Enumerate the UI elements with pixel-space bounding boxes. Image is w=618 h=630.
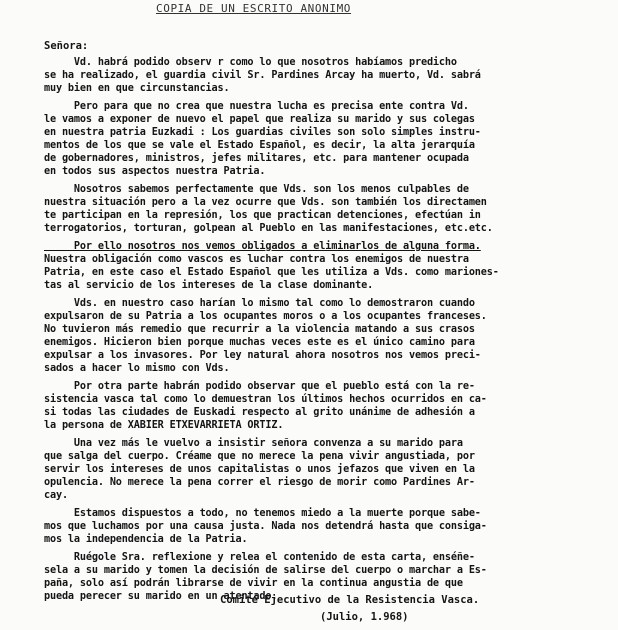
letter-line: cay. bbox=[44, 490, 68, 501]
letter-line: que salga del cuerpo. Créame que no merece la pena vivir angustiada, por bbox=[44, 451, 475, 462]
letter-line: la persona de XABIER ETXEVARRIETA ORTIZ. bbox=[44, 420, 284, 431]
letter-line: mentos de los que se vale el Estado Español, es decir, la alta jerarquía bbox=[44, 140, 475, 151]
letter-line: sistencia vasca tal como lo demuestran los últimos hechos ocurridos en ca- bbox=[44, 394, 487, 405]
letter-line: Por otra parte habrán podido observar que el pueblo está con la re- bbox=[44, 381, 475, 392]
letter-line: paña, solo así podrán librarse de vivir en la continua angustia de que bbox=[44, 578, 463, 589]
letter-line: terrogatorios, torturan, golpean al Pueblo en las manifestaciones, etc.etc. bbox=[44, 223, 493, 234]
letter-line: sela a su marido y tomen la decisión de salirse del cuerpo o marchar a Es- bbox=[44, 565, 487, 576]
letter-line: No tuvieron más remedio que recurrir a la violencia matando a sus crasos bbox=[44, 324, 475, 335]
letter-line: servir los intereses de unos capitalistas o unos jefazos que viven en la bbox=[44, 464, 475, 475]
letter-line: enemigos. Hicieron bien porque muchas veces este es el único camino para bbox=[44, 337, 475, 348]
signature: Comité Ejecutivo de la Resistencia Vasca. bbox=[220, 594, 480, 606]
letter-line: si todas las ciudades de Euskadi respecto al grito unánime de adhesión a bbox=[44, 407, 475, 418]
letter-line: opulencia. No merece la pena correr el riesgo de morir como Pardines Ar- bbox=[44, 477, 475, 488]
letter-line: Ruégole Sra. reflexione y relea el contenido de esta carta, enséñe- bbox=[44, 552, 475, 563]
letter-line: en nuestra patria Euzkadi : Los guardias civiles son solo simples instru- bbox=[44, 127, 481, 138]
letter-line: Vd. habrá podido observ r como lo que nosotros habíamos predicho bbox=[44, 57, 457, 68]
letter-line: Nuestra obligación como vascos es luchar contra los enemigos de nuestra bbox=[44, 254, 469, 265]
letter-line: Por ello nosotros nos vemos obligados a eliminarlos de alguna forma. bbox=[44, 241, 481, 252]
letter-line: sados a hacer lo mismo con Vds. bbox=[44, 363, 230, 374]
letter-line: expulsar a los invasores. Por ley natural ahora nosotros nos vemos preci- bbox=[44, 350, 481, 361]
letter-line: expulsaron de su Patria a los ocupantes moros o a los ocupantes franceses. bbox=[44, 311, 487, 322]
letter-line: Patria, en este caso el Estado Español que les utiliza a Vds. como mariones- bbox=[44, 267, 499, 278]
letter-line: nuestra situación pero a la vez ocurre que Vds. son también los directamen bbox=[44, 197, 487, 208]
letter-line: Estamos dispuestos a todo, no tenemos miedo a la muerte porque sabe- bbox=[44, 508, 481, 519]
letter-line: pueda perecer su marido en un atentado. bbox=[44, 591, 278, 602]
letter-date: (Julio, 1.968) bbox=[320, 611, 409, 623]
letter-line: Nosotros sabemos perfectamente que Vds. son los menos culpables de bbox=[44, 184, 469, 195]
document-title: COPIA DE UN ESCRITO ANONIMO bbox=[156, 2, 352, 15]
letter-line: tas al servicio de los intereses de la clase dominante. bbox=[44, 280, 374, 291]
letter-line: le vamos a exponer de nuevo el papel que realiza su marido y sus colegas bbox=[44, 114, 475, 125]
letter-line: te participan en la represión, los que practican detenciones, efectúan in bbox=[44, 210, 481, 221]
letter-line: se ha realizado, el guardia civil Sr. Pardines Arcay ha muerto, Vd. sabrá bbox=[44, 70, 481, 81]
letter-line: Una vez más le vuelvo a insistir señora convenza a su marido para bbox=[44, 438, 463, 449]
letter-line: mos que luchamos por una causa justa. Nada nos detendrá hasta que consiga- bbox=[44, 521, 487, 532]
letter-line: Vds. en nuestro caso harían lo mismo tal como lo demostraron cuando bbox=[44, 298, 475, 309]
letter-line: mos la independencia de la Patria. bbox=[44, 534, 248, 545]
letter-line: de gobernadores, ministros, jefes militares, etc. para mantener ocupada bbox=[44, 153, 469, 164]
letter-line: muy bien en que circunstancias. bbox=[44, 83, 230, 94]
letter-line: Pero para que no crea que nuestra lucha es precisa ente contra Vd. bbox=[44, 101, 469, 112]
salutation: Señora: bbox=[44, 40, 89, 52]
letter-line: en todos sus aspectos nuestra Patria. bbox=[44, 166, 266, 177]
